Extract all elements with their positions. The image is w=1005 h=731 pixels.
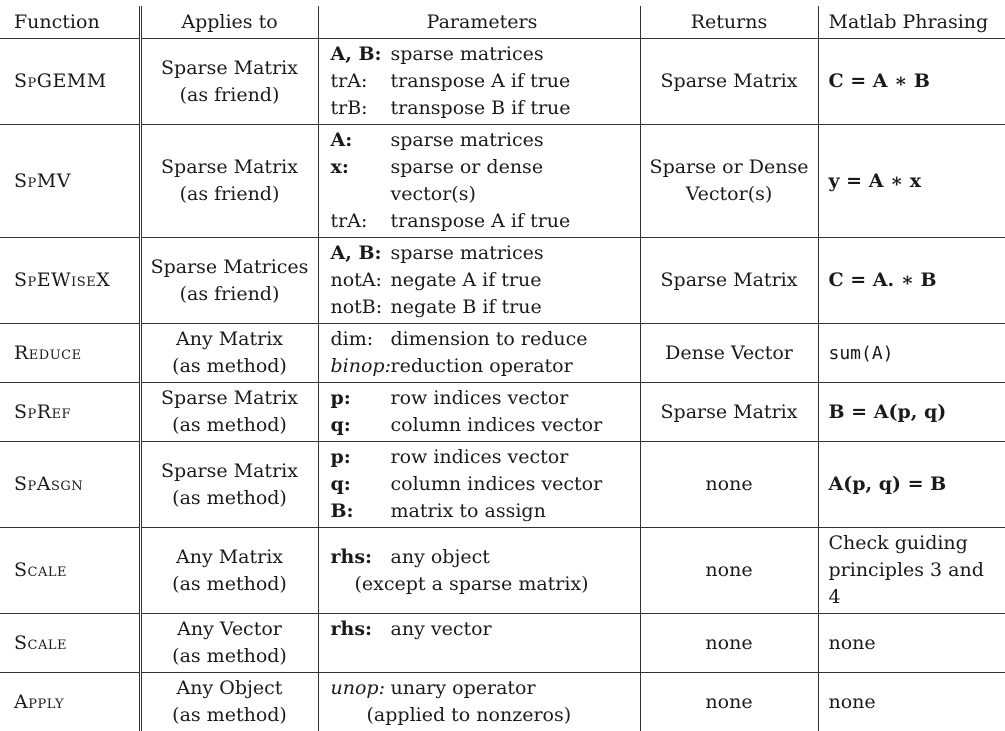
table-row xyxy=(0,125,1005,238)
param-desc: negate A if true xyxy=(391,267,634,294)
returns: none xyxy=(640,614,818,673)
returns: none xyxy=(640,442,818,528)
table-row xyxy=(0,442,1005,528)
header-function: Function xyxy=(0,6,140,39)
applies-type: Any Vector xyxy=(148,616,312,643)
matlab-phrasing: none xyxy=(818,614,1005,673)
param-name: unop: xyxy=(331,675,391,702)
param-desc: (applied to nonzeros) xyxy=(331,702,634,729)
param-desc: row indices vector xyxy=(391,444,634,471)
param-name: p: xyxy=(331,444,391,471)
table-row xyxy=(0,39,1005,125)
param-desc: column indices vector xyxy=(391,471,634,498)
applies-to xyxy=(140,614,318,673)
matlab-phrasing: none xyxy=(818,673,1005,731)
param-desc: transpose A if true xyxy=(391,208,634,235)
param-name: notB: xyxy=(331,294,391,321)
param-name: A, B: xyxy=(331,41,391,68)
matlab-phrasing: sum(A) xyxy=(818,324,1005,383)
param-name: rhs: xyxy=(331,544,391,571)
param-desc: transpose A if true xyxy=(391,68,634,95)
param-desc: reduction operator xyxy=(391,353,634,380)
function-name: Scale xyxy=(0,528,140,614)
param-line xyxy=(331,544,634,571)
applies-type: Any Matrix xyxy=(148,326,312,353)
returns: Sparse Matrix xyxy=(640,238,818,324)
param-desc: column indices vector xyxy=(391,412,634,439)
table-row xyxy=(0,238,1005,324)
applies-to xyxy=(140,238,318,324)
param-desc: sparse matrices xyxy=(391,127,634,154)
applies-to xyxy=(140,125,318,238)
param-line xyxy=(331,41,634,68)
param-line xyxy=(331,616,634,643)
param-line xyxy=(331,675,634,702)
function-name: SpGEMM xyxy=(0,39,140,125)
param-desc: negate B if true xyxy=(391,294,634,321)
param-line xyxy=(331,702,634,729)
returns: Sparse Matrix xyxy=(640,39,818,125)
function-name: SpRef xyxy=(0,383,140,442)
param-name: trA: xyxy=(331,68,391,95)
param-line xyxy=(331,385,634,412)
param-desc: any object xyxy=(391,544,634,571)
param-name: rhs: xyxy=(331,616,391,643)
param-name: B: xyxy=(331,498,391,525)
applies-mode: (as friend) xyxy=(148,281,312,308)
applies-type: Sparse Matrix xyxy=(148,458,312,485)
function-name: SpMV xyxy=(0,125,140,238)
param-line xyxy=(331,294,634,321)
matlab-phrasing: y = A ∗ x xyxy=(818,125,1005,238)
param-name: notA: xyxy=(331,267,391,294)
parameters xyxy=(318,125,640,238)
param-name: binop: xyxy=(331,353,391,380)
returns: none xyxy=(640,673,818,731)
function-name: SpAsgn xyxy=(0,442,140,528)
applies-to xyxy=(140,528,318,614)
applies-mode: (as method) xyxy=(148,353,312,380)
param-desc: sparse matrices xyxy=(391,41,634,68)
param-desc: unary operator xyxy=(391,675,634,702)
param-desc: sparse or dense vector(s) xyxy=(391,154,634,208)
param-desc: row indices vector xyxy=(391,385,634,412)
param-line xyxy=(331,444,634,471)
applies-to xyxy=(140,442,318,528)
matlab-phrasing: B = A(p, q) xyxy=(818,383,1005,442)
header-returns: Returns xyxy=(640,6,818,39)
header-applies-to: Applies to xyxy=(140,6,318,39)
param-line xyxy=(331,412,634,439)
applies-type: Any Matrix xyxy=(148,544,312,571)
applies-mode: (as friend) xyxy=(148,181,312,208)
table-row xyxy=(0,528,1005,614)
param-name: q: xyxy=(331,471,391,498)
parameters xyxy=(318,383,640,442)
table-row xyxy=(0,614,1005,673)
applies-mode: (as method) xyxy=(148,412,312,439)
param-desc: any vector xyxy=(391,616,634,643)
header-matlab-phrasing: Matlab Phrasing xyxy=(818,6,1005,39)
parameters xyxy=(318,528,640,614)
applies-type: Sparse Matrix xyxy=(148,55,312,82)
param-line xyxy=(331,240,634,267)
applies-to xyxy=(140,673,318,731)
function-name: SpEWiseX xyxy=(0,238,140,324)
function-table xyxy=(0,6,1005,731)
function-name: Scale xyxy=(0,614,140,673)
function-name: Reduce xyxy=(0,324,140,383)
param-line xyxy=(331,326,634,353)
parameters xyxy=(318,39,640,125)
param-desc: sparse matrices xyxy=(391,240,634,267)
header-row xyxy=(0,6,1005,39)
applies-type: Sparse Matrix xyxy=(148,154,312,181)
param-line xyxy=(331,68,634,95)
applies-to xyxy=(140,324,318,383)
param-line xyxy=(331,154,634,208)
returns: Sparse Matrix xyxy=(640,383,818,442)
param-line xyxy=(331,127,634,154)
param-name: A: xyxy=(331,127,391,154)
applies-to xyxy=(140,383,318,442)
parameters xyxy=(318,238,640,324)
param-desc: matrix to assign xyxy=(391,498,634,525)
table-row xyxy=(0,324,1005,383)
applies-mode: (as friend) xyxy=(148,82,312,109)
table-row xyxy=(0,673,1005,731)
param-line xyxy=(331,471,634,498)
param-desc: dimension to reduce xyxy=(391,326,634,353)
param-name: dim: xyxy=(331,326,391,353)
param-line xyxy=(331,267,634,294)
parameters xyxy=(318,442,640,528)
applies-mode: (as method) xyxy=(148,571,312,598)
param-line xyxy=(331,498,634,525)
param-line xyxy=(331,208,634,235)
applies-mode: (as method) xyxy=(148,702,312,729)
applies-mode: (as method) xyxy=(148,485,312,512)
table-row xyxy=(0,383,1005,442)
returns: Sparse or Dense Vector(s) xyxy=(640,125,818,238)
param-name: q: xyxy=(331,412,391,439)
applies-to xyxy=(140,39,318,125)
parameters xyxy=(318,614,640,673)
param-name: trA: xyxy=(331,208,391,235)
param-name: x: xyxy=(331,154,391,208)
returns: Dense Vector xyxy=(640,324,818,383)
applies-mode: (as method) xyxy=(148,643,312,670)
param-desc: (except a sparse matrix) xyxy=(331,571,634,598)
matlab-phrasing: A(p, q) = B xyxy=(818,442,1005,528)
param-name: trB: xyxy=(331,95,391,122)
applies-type: Any Object xyxy=(148,675,312,702)
param-desc: transpose B if true xyxy=(391,95,634,122)
param-line xyxy=(331,353,634,380)
param-name: A, B: xyxy=(331,240,391,267)
param-name: p: xyxy=(331,385,391,412)
applies-type: Sparse Matrix xyxy=(148,385,312,412)
header-parameters: Parameters xyxy=(318,6,640,39)
applies-type: Sparse Matrices xyxy=(148,254,312,281)
parameters xyxy=(318,324,640,383)
matlab-phrasing: C = A ∗ B xyxy=(818,39,1005,125)
returns: none xyxy=(640,528,818,614)
param-line xyxy=(331,95,634,122)
param-line xyxy=(331,571,634,598)
function-name: Apply xyxy=(0,673,140,731)
matlab-phrasing: C = A. ∗ B xyxy=(818,238,1005,324)
matlab-phrasing: Check guiding principles 3 and 4 xyxy=(818,528,1005,614)
parameters xyxy=(318,673,640,731)
